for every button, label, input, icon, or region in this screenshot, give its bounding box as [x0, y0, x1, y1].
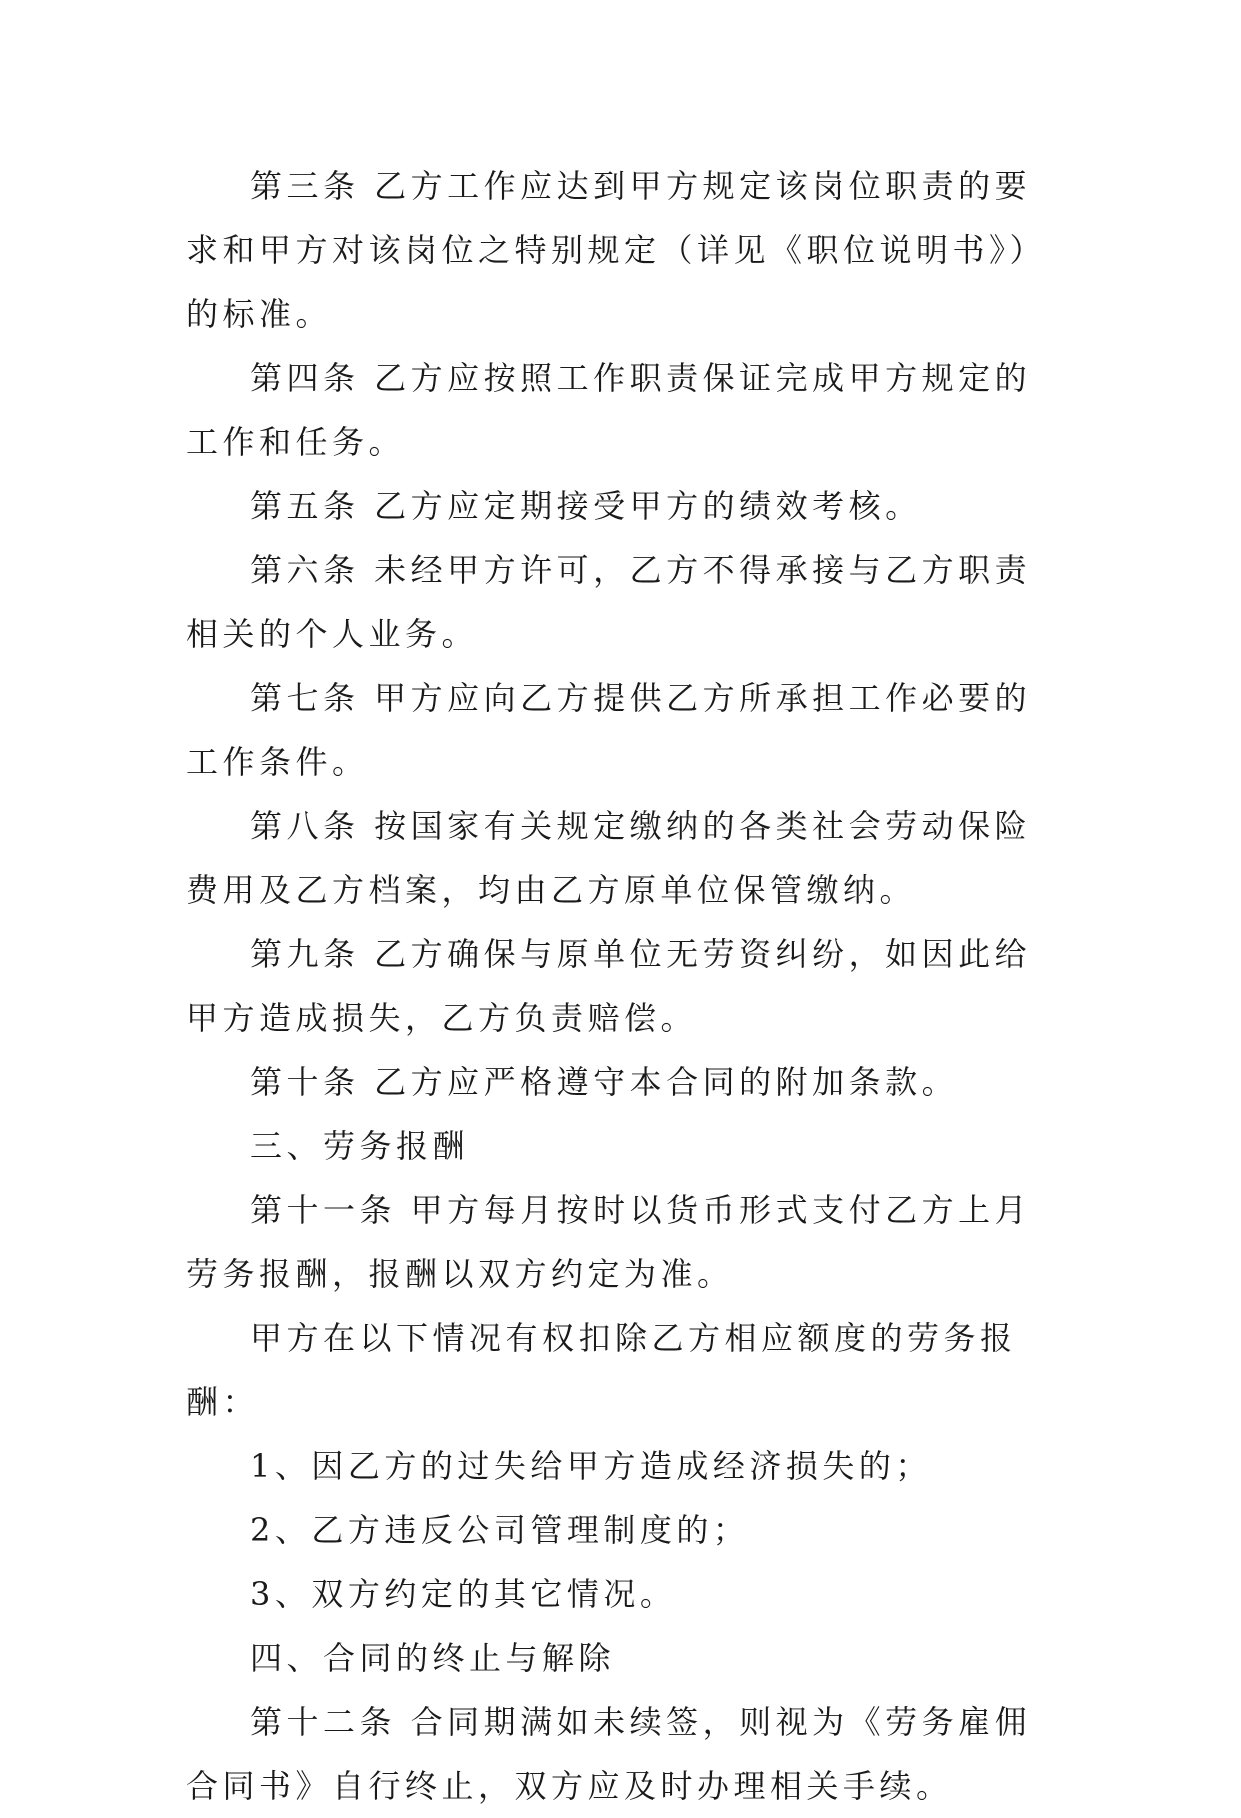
- clause-4: 第四条 乙方应按照工作职责保证完成甲方规定的工作和任务。: [186, 359, 1032, 461]
- clause-5: 第五条 乙方应定期接受甲方的绩效考核。: [250, 487, 922, 525]
- deduction-item-1: 1、因乙方的过失给甲方造成经济损失的；: [250, 1447, 932, 1485]
- document-body: [186, 154, 1054, 1818]
- section-heading-remuneration: 三、劳务报酬: [250, 1127, 470, 1165]
- deduction-item-3: 3、双方约定的其它情况。: [250, 1575, 677, 1613]
- clause-11: 第十一条 甲方每月按时以货币形式支付乙方上月劳务报酬，报酬以双方约定为准。: [186, 1191, 1032, 1293]
- clause-12: 第十二条 合同期满如未续签，则视为《劳务雇佣合同书》自行终止，双方应及时办理相关手续。: [186, 1703, 1032, 1805]
- deduction-intro: 甲方在以下情况有权扣除乙方相应额度的劳务报酬：: [186, 1319, 1017, 1421]
- deduction-item-2: 2、乙方违反公司管理制度的；: [250, 1511, 750, 1549]
- section-heading-termination: 四、合同的终止与解除: [250, 1639, 616, 1677]
- clause-10: 第十条 乙方应严格遵守本合同的附加条款。: [250, 1063, 959, 1101]
- clause-6: 第六条 未经甲方许可，乙方不得承接与乙方职责相关的个人业务。: [186, 551, 1032, 653]
- clause-8: 第八条 按国家有关规定缴纳的各类社会劳动保险费用及乙方档案，均由乙方原单位保管缴纳。: [186, 807, 1032, 909]
- clause-3: 第三条 乙方工作应达到甲方规定该岗位职责的要求和甲方对该岗位之特别规定（详见《职位说明书》）的标准。: [186, 167, 1047, 333]
- clause-7: 第七条 甲方应向乙方提供乙方所承担工作必要的工作条件。: [186, 679, 1032, 781]
- clause-9: 第九条 乙方确保与原单位无劳资纠纷，如因此给甲方造成损失，乙方负责赔偿。: [186, 935, 1032, 1037]
